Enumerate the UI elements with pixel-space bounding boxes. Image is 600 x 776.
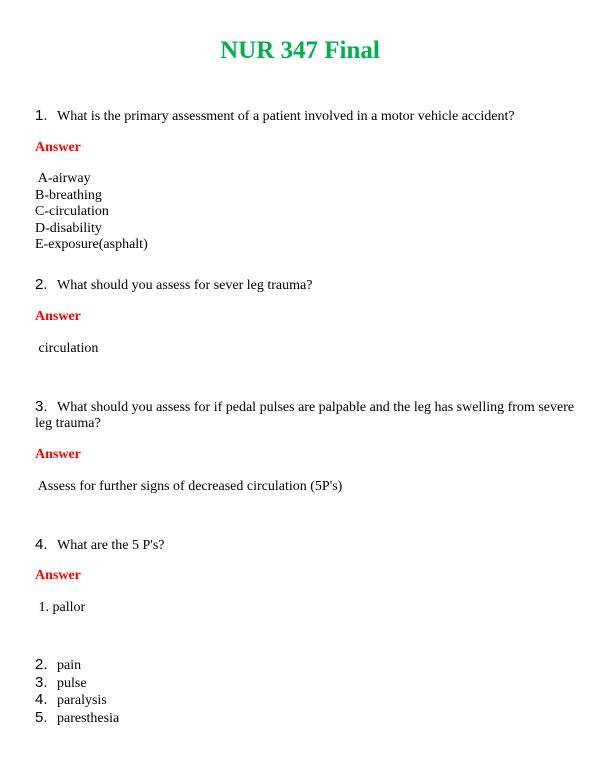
question-number: 3. [35, 398, 48, 415]
answer-line: E-exposure(asphalt) [35, 237, 148, 252]
list-text: pulse [57, 676, 87, 691]
list-number: 4. [35, 691, 48, 708]
answer-line: A-airway [35, 171, 91, 186]
answer-label: Answer [35, 140, 81, 155]
list-text: paralysis [57, 693, 107, 708]
list-number: 2. [35, 656, 48, 673]
answer-text [35, 171, 148, 254]
list-item [35, 675, 87, 692]
question-number: 1. [35, 107, 48, 124]
answer-label: Answer [35, 447, 81, 462]
question-text: What should you assess for if pedal pulses are palpable and the leg has swelling from severe leg trauma? [35, 400, 575, 431]
list-number: 3. [35, 674, 48, 691]
list-number: 5. [35, 709, 48, 726]
answer-text: 1. pallor [35, 600, 86, 615]
list-item [35, 710, 119, 727]
answer-text: Assess for further signs of decreased circulation (5P's) [35, 479, 343, 494]
list-item [35, 657, 81, 674]
list-text: pain [57, 658, 82, 673]
question-3 [35, 399, 575, 432]
document-title: NUR 347 Final [220, 37, 380, 64]
answer-label: Answer [35, 309, 81, 324]
question-2 [35, 277, 575, 294]
question-text: What are the 5 P's? [57, 538, 165, 553]
answer-line: D-disability [35, 220, 102, 236]
question-number: 2. [35, 276, 48, 293]
answer-line: C-circulation [35, 204, 109, 219]
question-text: What should you assess for sever leg trauma? [57, 278, 313, 293]
question-4 [35, 537, 575, 554]
answer-label: Answer [35, 568, 81, 583]
question-number: 4. [35, 536, 48, 553]
question-1 [35, 108, 575, 125]
question-text: What is the primary assessment of a patient involved in a motor vehicle accident? [57, 109, 515, 124]
answer-line: B-breathing [35, 187, 102, 203]
answer-text: circulation [35, 341, 99, 356]
list-item [35, 692, 107, 709]
list-text: paresthesia [57, 711, 120, 726]
